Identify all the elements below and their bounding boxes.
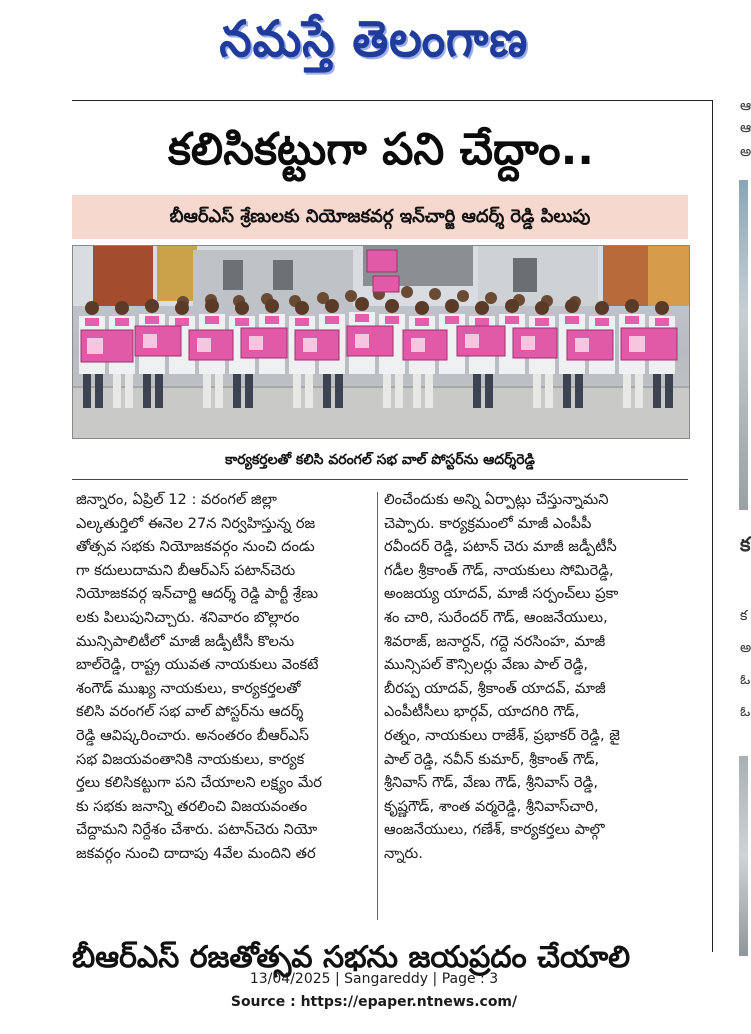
article-body-right-column — [384, 488, 684, 866]
article-line: శంగౌడ్ ముఖ్య నాయకులు, కార్యకర్తలతో — [76, 679, 301, 697]
article-line: చేద్దామని నిర్దేశం చేశారు. పటాన్‌చెరు నియో — [76, 821, 318, 839]
adjacent-article-fragment: ఆ ఆ అ క క అ ఓ ఓ — [712, 96, 748, 956]
article-line: పాల్ రెడ్డి, నవీన్ కుమార్, శ్రీకాంత్ గౌడ్, — [384, 750, 600, 768]
article-line: ఎల్కతుర్తిలో ఈనెల 27న నిర్వహిస్తున్న రజ — [76, 514, 316, 532]
article-line: చెప్పారు. కార్యక్రమంలో మాజీ ఎంపీపీ — [384, 514, 592, 532]
article-body-left-column — [76, 488, 376, 866]
next-article-headline — [72, 932, 688, 975]
group-photo — [72, 245, 690, 439]
edition-info: 13/04/2025 | Sangareddy | Page : 3 — [249, 971, 499, 987]
article-headline: కలిసికట్టుగా పని చేద్దాం.. — [167, 124, 595, 175]
article-line: ఆంజనేయులు, గణేశ్, కార్యకర్తలు పాల్గొ — [384, 821, 605, 839]
article-line: ర్తలు కలిసికట్టుగా పని చేయాలని లక్ష్యం మేర — [76, 774, 322, 792]
article-line: రవీందర్ రెడ్డి, పటాన్ చెరు మాజీ జడ్పీటీసీ — [384, 538, 617, 556]
article-line: జిన్నారం, ఏప్రిల్ 12 : వరంగల్ జిల్లా — [76, 491, 277, 508]
article-line: గడీల శ్రీకాంత్ గౌడ్, నాయకులు సోమిరెడ్డి, — [384, 561, 614, 579]
newspaper-title: నమస్తే తెలంగాణ — [219, 10, 529, 68]
article-line: సభ విజయవంతానికి నాయకులు, కార్యక — [76, 750, 305, 768]
article-line: కలిసి వరంగల్ సభ వాల్ పోస్టర్‌ను ఆదర్శ్ — [76, 703, 304, 721]
article-line: బాల్‌రెడ్డి, రాష్ట్ర యువత నాయకులు వెంకటే — [76, 656, 319, 674]
article-line: రెడ్డి ఆవిష్కరించారు. అనంతరం బీఆర్ఎస్ — [76, 726, 309, 744]
article-line: లకు పిలుపునిచ్చారు. శనివారం బొల్లారం — [76, 608, 300, 626]
article-line: బీరప్ప యాదవ్, శ్రీకాంత్ యాదవ్, మాజీ — [384, 679, 606, 697]
article-line: మున్సిపల్ కౌన్సిలర్లు వేణు పాల్ రెడ్డి, — [384, 656, 589, 674]
photo-caption: కార్యకర్తలతో కలిసి వరంగల్ సభ వాల్ పోస్టర్‌ను ఆదర్శ్‌రెడ్డి — [72, 441, 688, 480]
article-line: శం చారి, సురేందర్ గౌడ్, ఆంజనేయులు, — [384, 608, 608, 626]
article-line: మున్సిపాలిటీలో మాజీ జడ్పీటీసీ కొలను — [76, 632, 295, 650]
article-line: కృష్ణగౌడ్, శాంత వర్మరెడ్డి, శ్రీనివాస్‌చారి, — [384, 797, 599, 815]
article-line: నియోజకవర్గ ఇన్‌చార్జి ఆదర్శ్ రెడ్డి పార్టీ శ్రేణు — [76, 585, 319, 603]
next-article-headline-text: బీఆర్ఎస్ రజతోత్సవ సభను జయప్రదం చేయాలి — [72, 940, 631, 975]
article-line: రత్నం, నాయకులు రాజేశ్, ప్రభాకర్ రెడ్డి, జై — [384, 726, 620, 744]
page-footer — [0, 968, 748, 1020]
article-line: జకవర్గం నుంచి దాదాపు 4వేల మందిని తర — [76, 844, 316, 862]
column-divider — [377, 492, 378, 920]
masthead — [0, 0, 748, 78]
article-line: ఎంపీటీసీలు భార్గవ్, యాదగిరి గౌడ్, — [384, 703, 580, 721]
top-divider — [72, 100, 712, 101]
source-url: Source : https://epaper.ntnews.com/ — [230, 994, 518, 1010]
article-line: శ్రీనివాస్ గౌడ్, వేణు గౌడ్, శ్రీనివాస్ రెడ్డి, — [384, 774, 598, 792]
article-line: లించేందుకు అన్ని ఏర్పాట్లు చేస్తున్నామని — [384, 491, 609, 508]
article-line: గా కదులుదామని బీఆర్ఎస్ పటాన్‌చెరు — [76, 561, 296, 579]
article-subheadline: బీఆర్ఎస్ శ్రేణులకు నియోజకవర్గ ఇన్‌చార్జి ఆదర్శ్ రెడ్డి పిలుపు — [72, 195, 688, 239]
article-line: కు సభకు జనాన్ని తరలించి విజయవంతం — [76, 797, 308, 815]
article-line: శివరాజ్, జనార్దన్, గద్దె నరసింహ, మాజీ — [384, 632, 606, 650]
article-line: అంజయ్య యాదవ్, మాజీ సర్పంచ్‌లు ప్రకా — [384, 585, 619, 603]
article-line: తోత్సవ సభకు నియోజకవర్గం నుంచి దండు — [76, 538, 315, 556]
article-line: న్నారు. — [384, 844, 423, 862]
